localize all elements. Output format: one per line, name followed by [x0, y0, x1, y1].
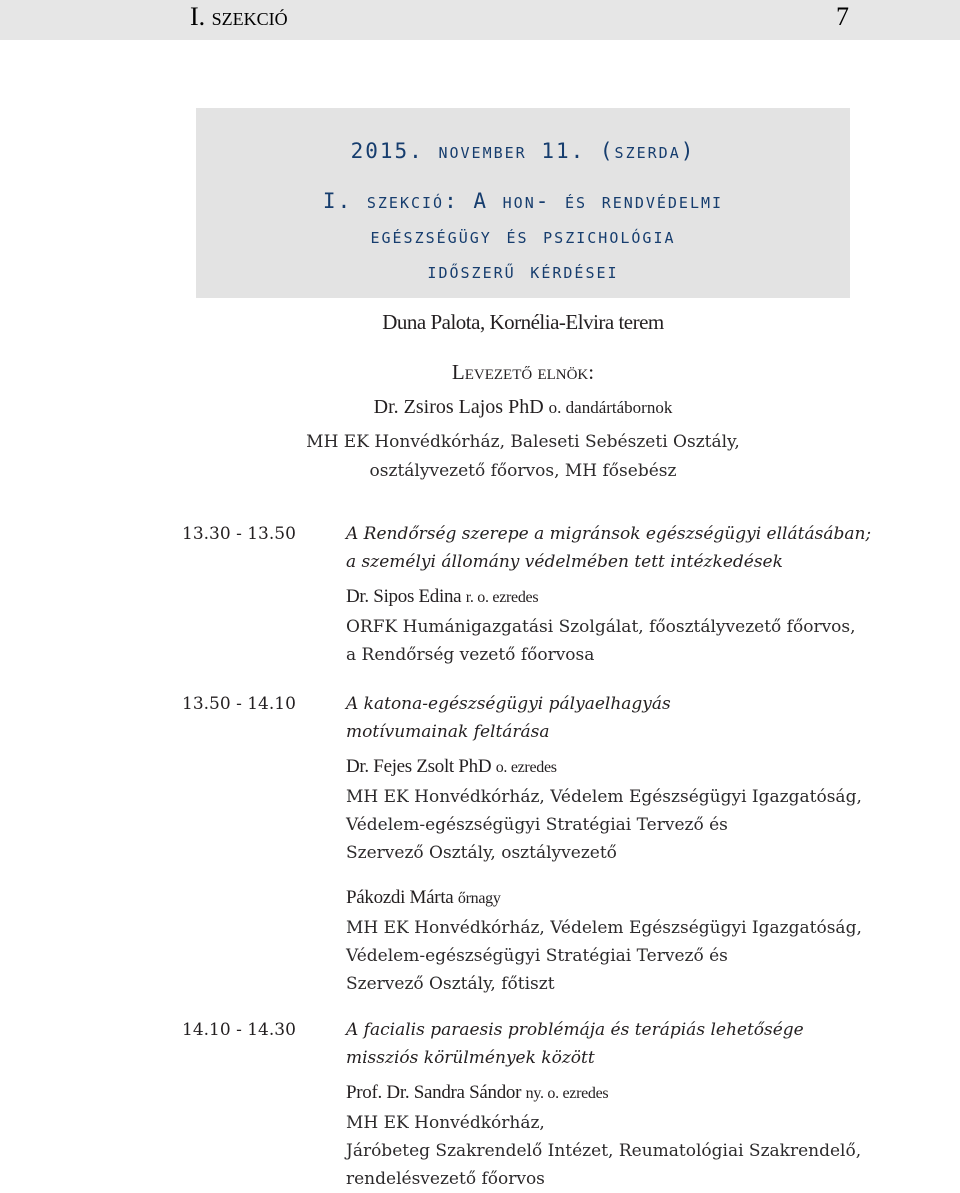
speaker-line — [346, 1080, 946, 1107]
chair-label: Levezető elnök: — [451, 360, 595, 384]
speaker-name: Dr. Fejes Zsolt PhD — [346, 756, 492, 777]
speaker-affiliation-line: ORFK Humánigazgatási Szolgálat, főosztályvezető főorvos, — [346, 617, 856, 637]
speaker-name: Dr. Sipos Edina — [346, 586, 462, 607]
banner-title-line: I. szekció: A hon- és rendvédelmi — [322, 189, 724, 213]
session-title-line: a személyi állomány védelmében tett intézkedések — [346, 552, 783, 572]
chair-name-line — [196, 396, 850, 419]
session-title-line: A facialis paraesis problémája és terápiás lehetősége — [346, 1020, 804, 1040]
running-header-section: I. szekció — [190, 2, 288, 31]
page-number: 7 — [836, 2, 849, 31]
speaker-affiliation-line: Védelem-egészségügyi Stratégiai Tervező és — [346, 815, 728, 835]
speaker-affiliation-line: MH EK Honvédkórház, Védelem Egészségügyi Igazgatóság, — [346, 918, 862, 938]
chair-affiliation-line: osztályvezető főorvos, MH fősebész — [369, 461, 677, 481]
speaker-affiliation-line: MH EK Honvédkórház, — [346, 1113, 545, 1133]
speaker-affiliation-line: Szervező Osztály, főtiszt — [346, 974, 555, 994]
speaker-affiliation-line: Szervező Osztály, osztályvezető — [346, 843, 617, 863]
chair-rank: o. dandártábornok — [548, 398, 673, 417]
session-block — [346, 1016, 946, 1193]
speaker-line — [346, 885, 946, 912]
banner-date: 2015. november 11. (szerda) — [350, 139, 696, 163]
session-time: 14.10 - 14.30 — [182, 1020, 296, 1040]
session-time: 13.50 - 14.10 — [182, 694, 296, 714]
venue: Duna Palota, Kornélia-Elvira terem — [382, 310, 664, 334]
speaker-line — [346, 754, 946, 781]
speaker-name: Pákozdi Márta — [346, 887, 454, 908]
session-block — [346, 690, 946, 998]
speaker-affiliation-line: a Rendőrség vezető főorvosa — [346, 645, 595, 665]
session-title-line: motívumainak feltárása — [346, 722, 550, 742]
speaker-affiliation-line: Járóbeteg Szakrendelő Intézet, Reumatológiai Szakrendelő, — [346, 1141, 862, 1161]
session-title-line: A Rendőrség szerepe a migránsok egészségügyi ellátásában; — [346, 524, 872, 544]
speaker-name: Prof. Dr. Sandra Sándor — [346, 1082, 522, 1103]
session-block — [346, 520, 946, 669]
chair-affiliation-line: MH EK Honvédkórház, Baleseti Sebészeti Osztály, — [306, 432, 740, 452]
session-time: 13.30 - 13.50 — [182, 524, 296, 544]
running-header — [0, 0, 960, 40]
session-title-line: missziós körülmények között — [346, 1048, 595, 1068]
speaker-affiliation-line: MH EK Honvédkórház, Védelem Egészségügyi Igazgatóság, — [346, 787, 862, 807]
section-banner — [196, 108, 850, 298]
session-title-line: A katona-egészségügyi pályaelhagyás — [346, 694, 671, 714]
speaker-line — [346, 584, 946, 611]
speaker-rank: őrnagy — [457, 890, 501, 907]
chair-name: Dr. Zsiros Lajos PhD — [373, 396, 544, 418]
banner-title-line: egészségügy és pszichológia — [370, 224, 676, 248]
speaker-rank: ny. o. ezredes — [525, 1085, 609, 1102]
banner-title-line: időszerű kérdései — [427, 259, 619, 283]
speaker-rank: r. o. ezredes — [465, 589, 539, 606]
chair-affiliation — [196, 428, 850, 486]
speaker-rank: o. ezredes — [495, 759, 557, 776]
speaker-affiliation-line: rendelésvezető főorvos — [346, 1169, 545, 1189]
speaker-affiliation-line: Védelem-egészségügyi Stratégiai Tervező és — [346, 946, 728, 966]
